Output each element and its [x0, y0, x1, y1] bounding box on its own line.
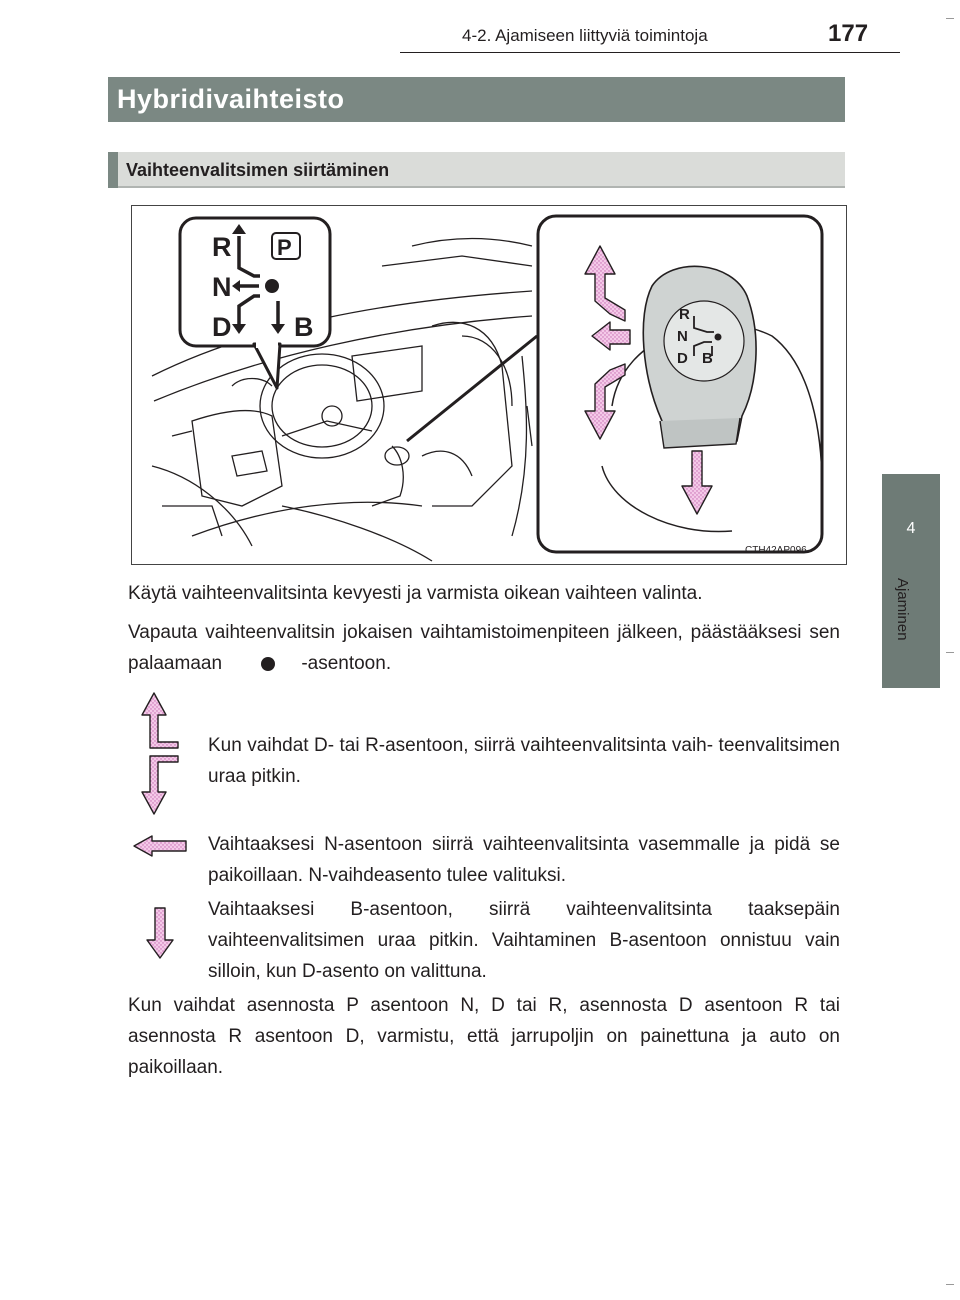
crop-mark — [946, 652, 954, 653]
shift-lever-figure — [131, 205, 847, 565]
chapter-tab — [882, 474, 940, 688]
up-down-arrows-icon — [140, 690, 190, 820]
item-text-left: Vaihtaaksesi N-asentoon siirrä vaihteenvalitsinta vasemmalle ja pidä se paikoillaan. N-vaihdeasento tulee valituksi. — [208, 834, 840, 886]
crop-mark — [946, 1284, 954, 1285]
closing-paragraph: Kun vaihdat asennosta P asentoon N, D tai R, asennosta D asentoon R tai asennosta R asentoon D, varmistu, että jarrupoljin on painettuna ja auto on paikoillaan. — [128, 995, 840, 1078]
subsection-title: Vaihteenvalitsimen siirtäminen — [126, 160, 390, 180]
svg-text:R: R — [679, 306, 690, 323]
section-title: Hybridivaihteisto — [117, 84, 345, 114]
release-paragraph — [128, 617, 840, 679]
chapter-label: Ajaminen — [894, 578, 911, 641]
gate-label-b: B — [294, 312, 314, 342]
intro-paragraph: Käytä vaihteenvalitsinta kevyesti ja varmista oikean vaihteen valinta. — [128, 583, 703, 604]
figure-code: CTH42AP096 — [745, 545, 807, 556]
lever-callout — [538, 216, 822, 552]
down-arrow-icon — [146, 906, 176, 960]
subsection-accent — [108, 152, 118, 188]
svg-text:D: D — [677, 350, 688, 367]
item-text-down: Vaihtaaksesi B-asentoon, siirrä vaihteenvalitsinta taaksepäin vaihteenvalitsimen uraa pitkin. Vaihtaminen B-asentoon onnistuu vain silloin, kun D-asento on valittuna. — [208, 899, 840, 982]
gate-label-r: R — [212, 232, 232, 262]
release-text: Vapauta vaihteenvalitsin jokaisen vaihtamistoimenpiteen jälkeen, päästääksesi sen palaamaan — [128, 622, 840, 674]
header-rule — [400, 52, 900, 53]
gate-label-p: P — [277, 235, 292, 260]
svg-text:B: B — [702, 350, 713, 367]
gate-label-n: N — [212, 272, 232, 302]
page-number: 177 — [828, 20, 869, 47]
left-arrow-icon — [132, 834, 190, 858]
gate-callout — [180, 218, 330, 388]
item-text-up-down: Kun vaihdat D- tai R-asentoon, siirrä vaihteenvalitsinta vaih- teenvalitsimen uraa pitkin. — [208, 735, 840, 787]
gate-label-d: D — [212, 312, 232, 342]
chapter-number: 4 — [906, 520, 916, 537]
release-text-end: -asentoon. — [301, 653, 392, 674]
neutral-position-icon — [261, 657, 275, 671]
svg-text:N: N — [677, 328, 688, 345]
crop-mark — [946, 18, 954, 19]
running-header: 4-2. Ajamiseen liittyviä toimintoja — [462, 26, 708, 45]
